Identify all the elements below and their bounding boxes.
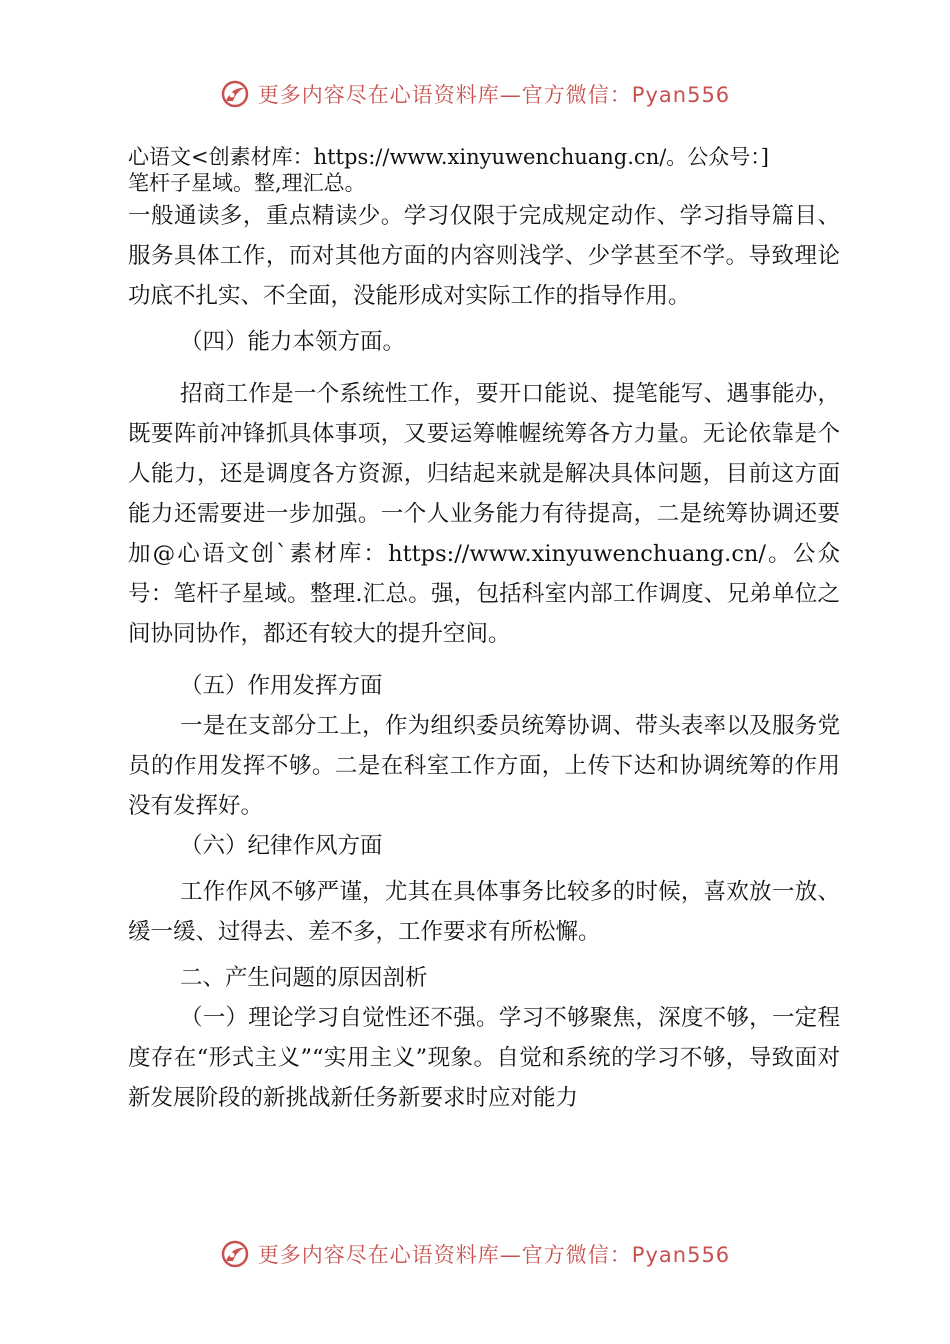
watermark-text: 更多内容尽在心语资料库—官方微信：Pyan556 — [257, 83, 731, 107]
logo-icon — [220, 79, 250, 109]
watermark-banner-bottom — [0, 1232, 950, 1276]
header-line: 心语文<创素材库：https://www.xinyuwenchuang.cn/。公众号：] — [128, 145, 769, 169]
section-heading: 二、产生问题的原因剖析 — [180, 965, 428, 991]
paragraph: 招商工作是一个系统性工作，要开口能说、提笔能写、遇事能办，既要阵前冲锋抓具体事项，又要运筹帷幄统筹各方力量。无论依靠是个人能力，还是调度各方资源，归结起来就是解决具体问题，目前这方面能力还需要进一步加强。一个人业务能力有待提高，二是统筹协调还要加@心语文创`素材库：https://www.xinyuwenchuang.cn/。公众号：笔杆子星域。整理.汇总。强，包括科室内部工作调度、兄弟单位之间协同协作，都还有较大的提升空间。 — [128, 381, 840, 647]
paragraph: 一般通读多，重点精读少。学习仅限于完成规定动作、学习指导篇目、服务具体工作，而对其他方面的内容则浅学、少学甚至不学。导致理论功底不扎实、不全面，没能形成对实际工作的指导作用。 — [128, 203, 840, 309]
paragraph: （一）理论学习自觉性还不强。学习不够聚焦，深度不够，一定程度存在“形式主义”“实用主义”现象。自觉和系统的学习不够，导致面对新发展阶段的新挑战新任务新要求时应对能力 — [128, 1005, 840, 1111]
section-heading: （四）能力本领方面。 — [180, 329, 406, 355]
section-heading: （六）纪律作风方面 — [180, 833, 383, 859]
logo-icon — [220, 1239, 250, 1269]
watermark-text: 更多内容尽在心语资料库—官方微信：Pyan556 — [257, 1243, 731, 1267]
header-line: 笔杆子星域。整,理汇总。 — [128, 171, 366, 195]
watermark-banner-top — [0, 72, 950, 116]
paragraph: 一是在支部分工上，作为组织委员统筹协调、带头表率以及服务党员的作用发挥不够。二是在科室工作方面，上传下达和协调统筹的作用没有发挥好。 — [128, 713, 840, 819]
document-body — [128, 144, 840, 1118]
paragraph: 工作作风不够严谨，尤其在具体事务比较多的时候，喜欢放一放、缓一缓、过得去、差不多，工作要求有所松懈。 — [128, 879, 840, 945]
section-heading: （五）作用发挥方面 — [180, 673, 383, 699]
